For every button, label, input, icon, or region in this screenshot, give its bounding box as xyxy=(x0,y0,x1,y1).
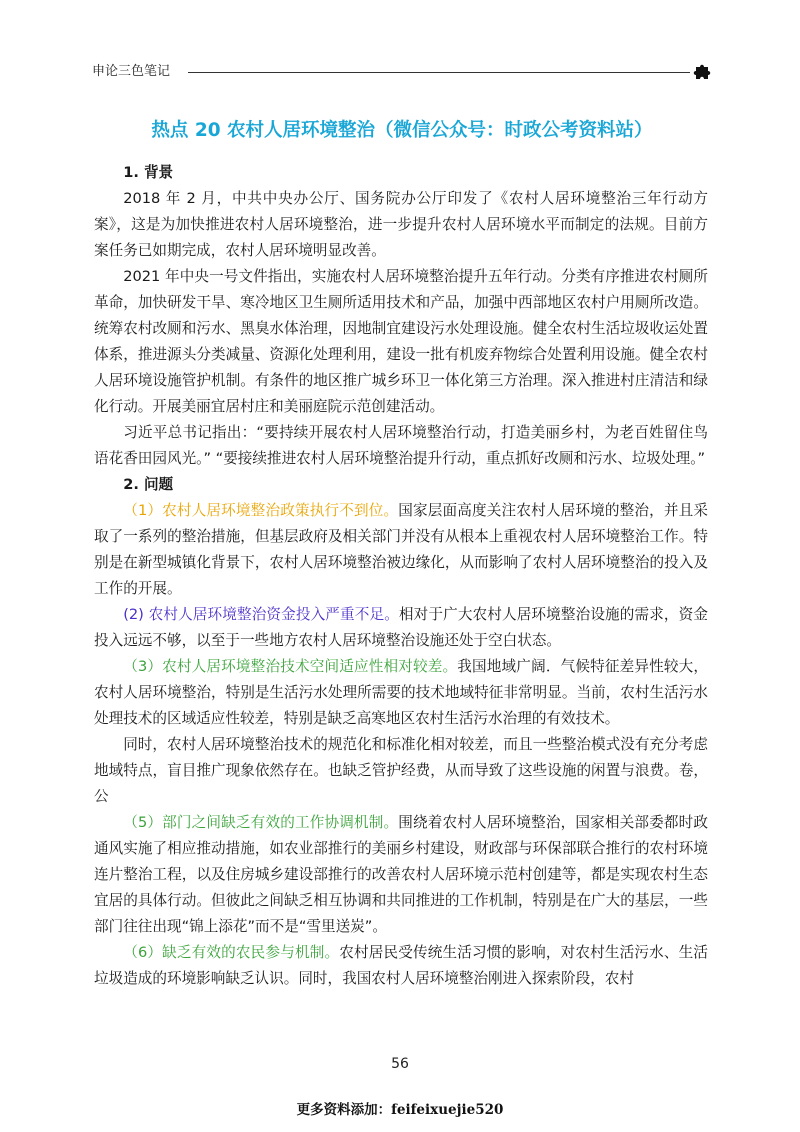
problem-item-3 xyxy=(94,654,708,732)
problem-2-highlight: (2) 农村人居环境整治资金投入严重不足。 xyxy=(123,606,399,623)
puzzle-piece-icon xyxy=(692,62,712,82)
header-rule xyxy=(188,72,690,73)
problem-plain-paragraph: 同时，农村人居环境整治技术的规范化和标准化相对较差，而且一些整治模式没有充分考虑地域特点，盲目推广现象依然存在。也缺乏管护经费，从而导致了这些设施的闲置与浪费。卷，公 xyxy=(94,736,708,805)
document-body xyxy=(94,160,708,992)
problem-item-6 xyxy=(94,940,708,992)
header-title: 申论三色笔记 xyxy=(92,64,171,79)
problem-6-text: 农村居民受传统生活习惯的影响，对农村生活污水、生活垃圾造成的环境影响缺乏认识。同时，我国农村人居环境整治刚进入探索阶段，农村 xyxy=(94,944,708,987)
section-heading-problems: 2. 问题 xyxy=(123,476,174,493)
problem-item-5 xyxy=(94,810,708,940)
page-header xyxy=(92,62,712,82)
problem-3-text: 我国地域广阔．气候特征差异性较大，农村人居环境整治，特别是生活污水处理所需要的技术地域特征非常明显。当前，农村生活污水处理技术的区域适应性较差，特别是缺乏高寒地区农村生活污水治理的有效技术。 xyxy=(94,658,708,727)
problem-2-text: 相对于广大农村人居环境整治设施的需求，资金投入远远不够，以至于一些地方农村人居环境整治设施还处于空白状态。 xyxy=(94,606,708,649)
problem-3-highlight: （3）农村人居环境整治技术空间适应性相对较差。 xyxy=(123,658,458,675)
problem-item-2 xyxy=(94,602,708,654)
problem-5-highlight: （5）部门之间缺乏有效的工作协调机制。 xyxy=(123,814,399,831)
footer-note: 更多资料添加：feifeixuejie520 xyxy=(296,1102,504,1118)
background-paragraph-2: 2021 年中央一号文件指出，实施农村人居环境整治提升五年行动。分类有序推进农村厕所革命，加快研发干旱、寒冷地区卫生厕所适用技术和产品，加强中西部地区农村户用厕所改造。统筹农村改厕和污水、黑臭水体治理，因地制宜建设污水处理设施。健全农村生活垃圾收运处置体系，推进源头分类减量、资源化处理利用，建设一批有机废弃物综合处置利用设施。健全农村人居环境设施管护机制。有条件的地区推广城乡环卫一体化第三方治理。深入推进村庄清洁和绿化行动。开展美丽宜居村庄和美丽庭院示范创建活动。 xyxy=(94,268,708,415)
problem-item-1 xyxy=(94,498,708,602)
problem-5-text: 围绕着农村人居环境整治，国家相关部委都时政通风实施了相应推动措施，如农业部推行的美丽乡村建设，财政部与环保部联合推行的农村环境连片整治工程，以及住房城乡建设部推行的改善农村人居环境示范村创建等，都是实现农村生态宜居的具体行动。但彼此之间缺乏相互协调和共同推进的工作机制，特别是在广大的基层，一些部门往往出现“锦上添花”而不是“雪里送炭”。 xyxy=(94,814,708,935)
background-paragraph-3: 习近平总书记指出：“要持续开展农村人居环境整治行动，打造美丽乡村，为老百姓留住鸟语花香田园风光。” “要接续推进农村人居环境整治提升行动，重点抓好改厕和污水、垃圾处理。” xyxy=(94,424,708,467)
page-number: 56 xyxy=(391,1056,409,1072)
problem-1-highlight: （1）农村人居环境整治政策执行不到位。 xyxy=(123,502,399,519)
section-heading-background: 1. 背景 xyxy=(123,164,174,181)
background-paragraph-1: 2018 年 2 月，中共中央办公厅、国务院办公厅印发了《农村人居环境整治三年行动方案》，这是为加快推进农村人居环境整治，进一步提升农村人居环境水平而制定的法规。目前方案任务已如期完成，农村人居环境明显改善。 xyxy=(94,190,708,259)
problem-6-highlight: （6）缺乏有效的农民参与机制。 xyxy=(123,944,340,961)
problem-1-text: 国家层面高度关注农村人居环境的整治，并且采取了一系列的整治措施，但基层政府及相关部门并没有从根本上重视农村人居环境整治工作。特别是在新型城镇化背景下，农村人居环境整治被边缘化，从而影响了农村人居环境整治的投入及工作的开展。 xyxy=(94,502,708,597)
page-title: 热点 20 农村人居环境整治（微信公众号：时政公考资料站） xyxy=(151,120,653,141)
